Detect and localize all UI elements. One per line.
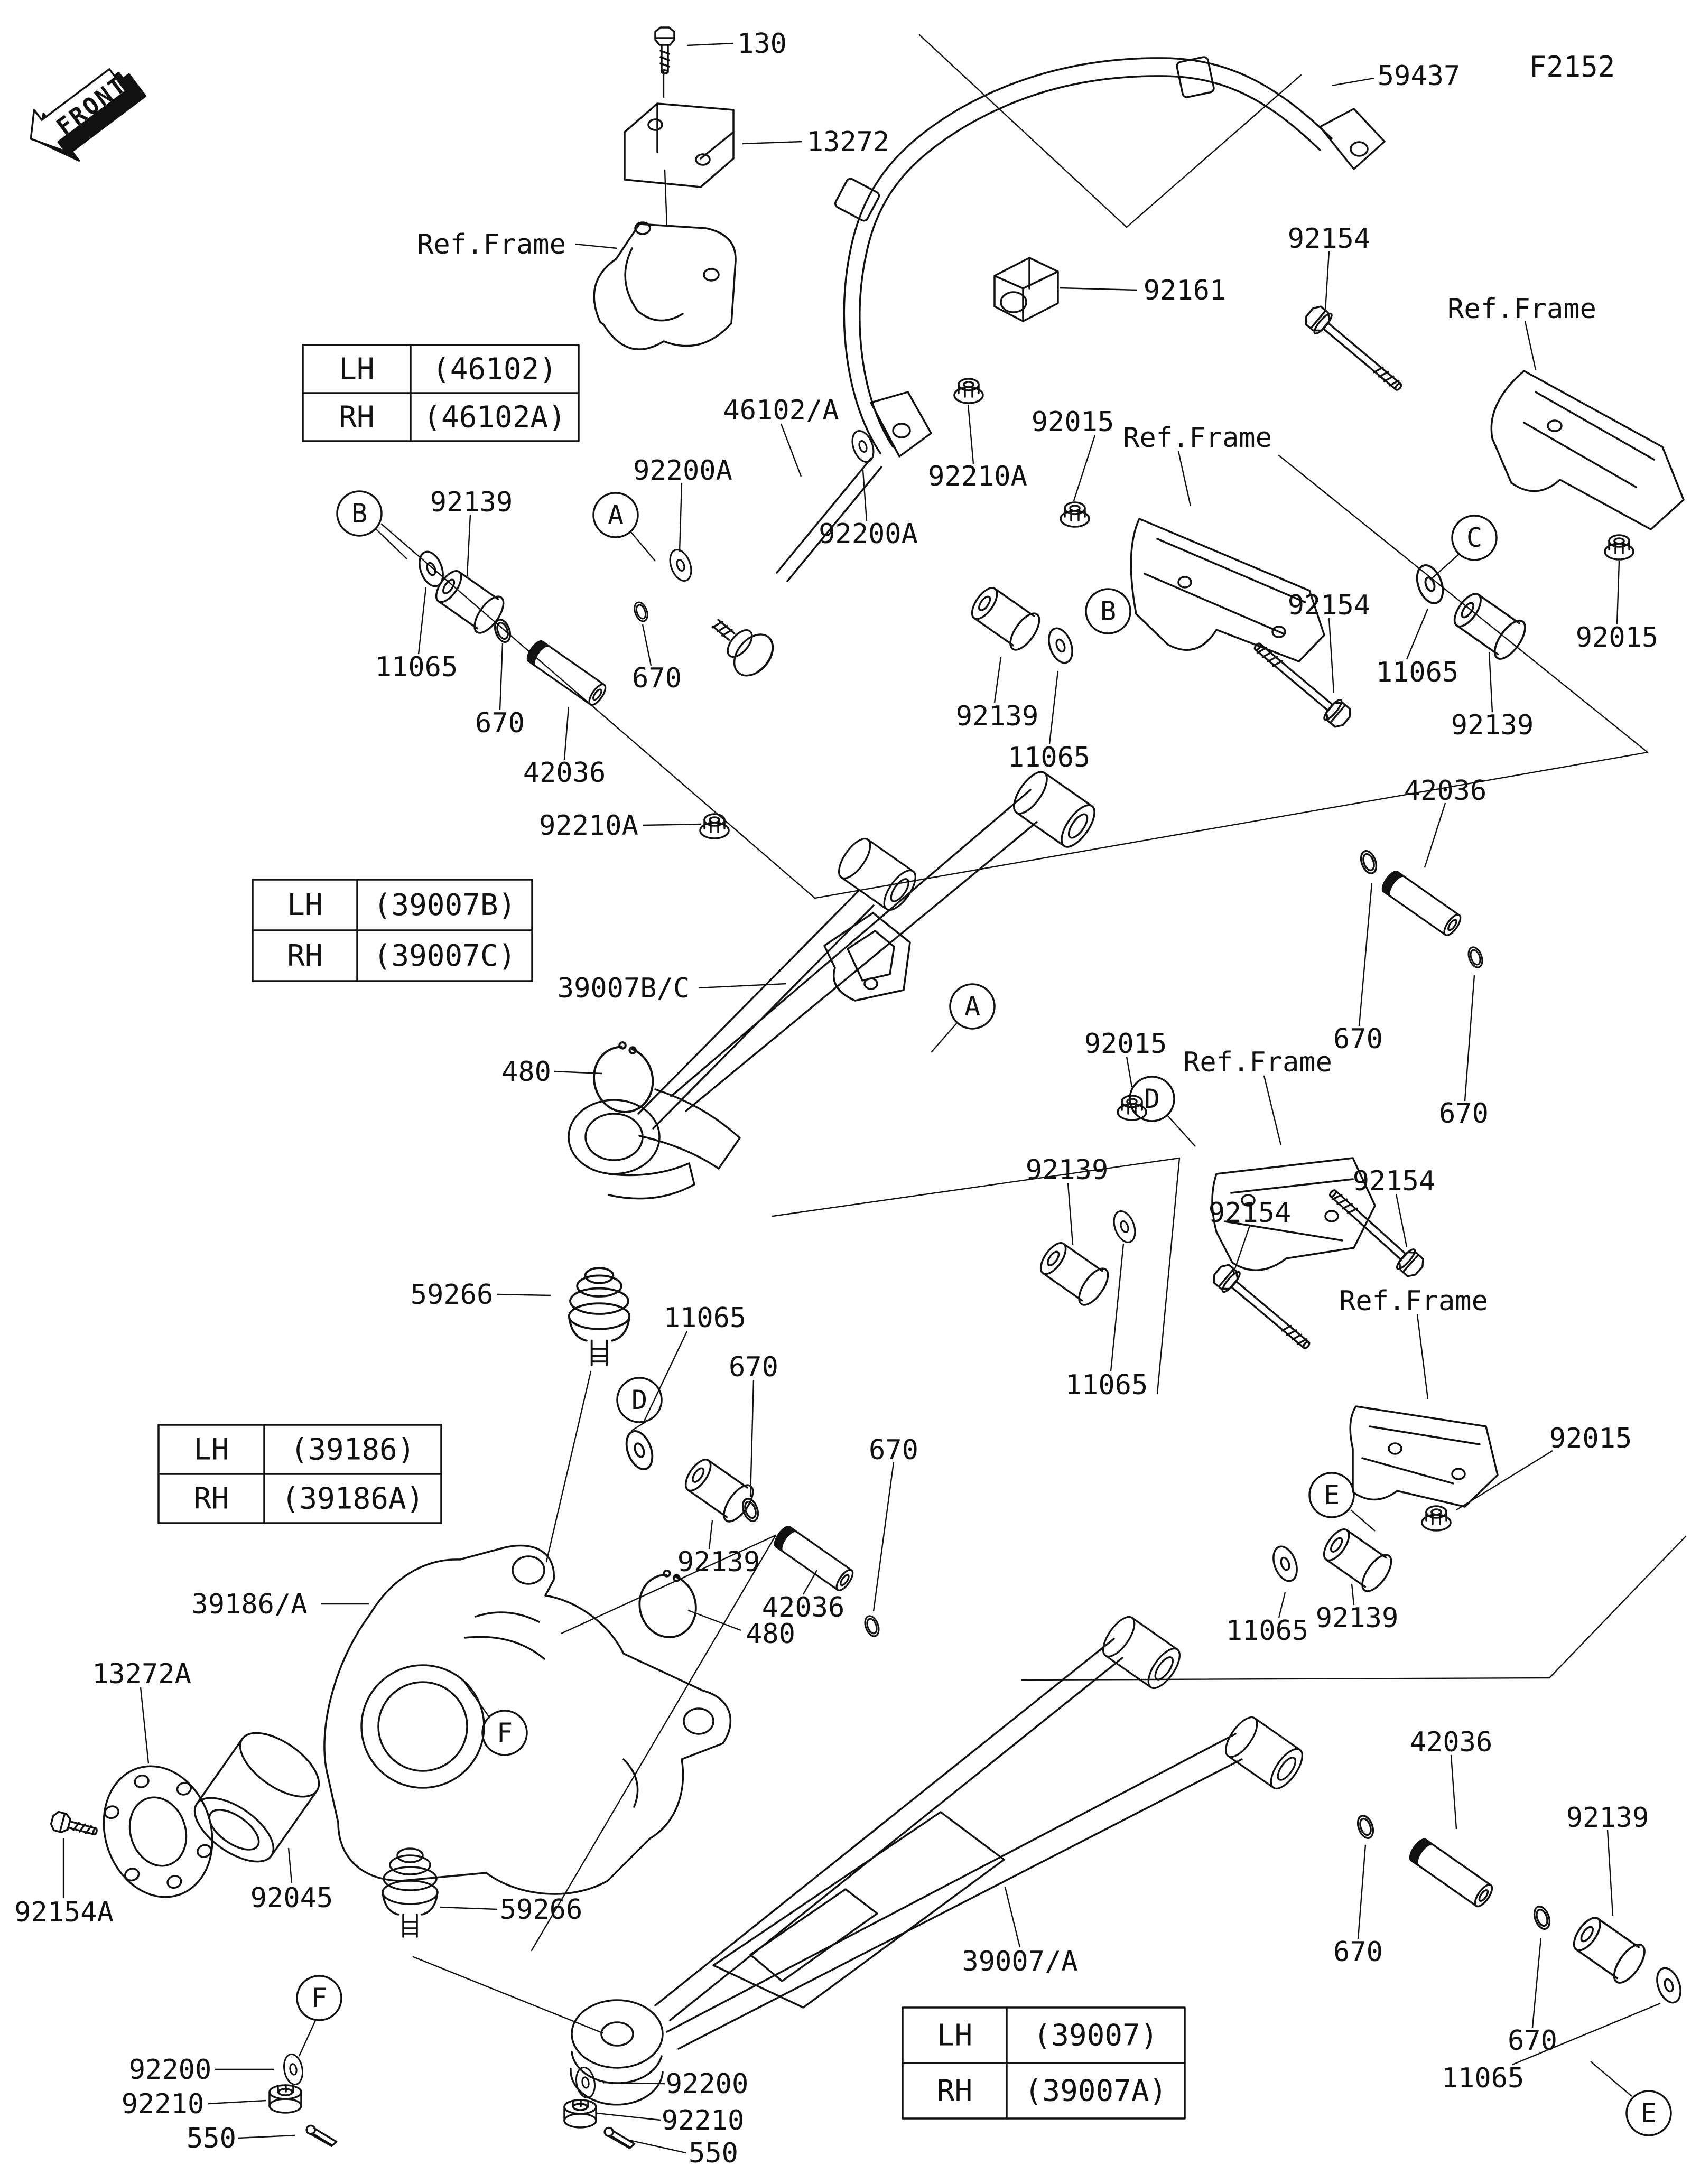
ref-circle-e	[1627, 2091, 1671, 2135]
nut-92210a-1	[954, 379, 983, 403]
leader-line	[1417, 1314, 1428, 1399]
part-label-92139: 92139	[1451, 710, 1534, 741]
leader-line	[376, 529, 407, 559]
leader-line	[699, 984, 786, 988]
leader-line	[643, 624, 651, 666]
table-part-number: (39186A)	[281, 1481, 424, 1516]
leader-line	[688, 1610, 741, 1630]
part-label-13272a: 13272A	[92, 1658, 191, 1690]
cotter-pin-550-1	[304, 2125, 339, 2147]
part-label-670: 670	[729, 1351, 778, 1383]
part-label-92154: 92154	[1352, 1165, 1436, 1197]
diagram-line-art	[18, 27, 1686, 2149]
part-label-92139: 92139	[677, 1546, 760, 1578]
part-label-92154: 92154	[1287, 223, 1371, 255]
frame-bracket-1	[594, 222, 736, 349]
bushing-92139-b2	[965, 581, 1045, 654]
part-label-refframe: Ref.Frame	[417, 229, 566, 260]
part-label-92210a: 92210A	[928, 461, 1027, 492]
washer-11065-e2	[1653, 1965, 1685, 2006]
table-39186	[159, 1425, 441, 1523]
ref-circle-b	[337, 491, 382, 536]
leader-line	[1359, 883, 1372, 1026]
part-label-480: 480	[746, 1618, 795, 1650]
leader-line	[687, 43, 733, 45]
leader-line	[631, 1416, 655, 1431]
leader-line	[141, 1687, 148, 1763]
part-label-92210: 92210	[121, 2088, 205, 2120]
part-label-92015: 92015	[1031, 406, 1114, 438]
washer-11065-b	[415, 548, 448, 590]
leader-line	[863, 470, 867, 521]
part-label-670: 670	[632, 662, 682, 694]
part-label-11065: 11065	[375, 651, 458, 683]
table-part-number: (39007A)	[1024, 2074, 1167, 2108]
washer-92200-1	[282, 2053, 305, 2086]
leader-line	[1167, 1115, 1195, 1146]
leader-line	[995, 657, 1001, 703]
ref-circle-letter: F	[311, 1983, 328, 2013]
hub-flange-13272a	[87, 1752, 229, 1911]
ref-circle-f	[297, 1976, 341, 2020]
leader-line	[1233, 1226, 1250, 1273]
part-label-refframe: Ref.Frame	[1123, 422, 1272, 454]
table-side-lh: LH	[339, 352, 375, 387]
leader-line	[1325, 251, 1329, 311]
ref-circle-letter: A	[964, 991, 981, 1022]
ball-joint-59266-2	[383, 1849, 438, 1937]
clamp-bracket-13272	[625, 104, 733, 187]
leader-line	[1430, 554, 1460, 580]
bolt-130	[655, 27, 674, 73]
leader-line	[1111, 1244, 1123, 1371]
stabilizer-link-46102	[701, 459, 881, 683]
part-label-39007a: 39007/A	[962, 1946, 1078, 1977]
figure-code: F2152	[1529, 50, 1615, 83]
nut-92015-c	[1605, 535, 1633, 559]
nut-92015-e	[1422, 1506, 1451, 1530]
part-label-550: 550	[689, 2138, 738, 2169]
part-label-480: 480	[501, 1056, 551, 1088]
part-label-92154: 92154	[1208, 1197, 1292, 1229]
table-46102	[303, 345, 579, 441]
leader-line	[1608, 1830, 1613, 1916]
table-part-number: (46102A)	[423, 400, 566, 435]
part-label-670: 670	[1333, 1023, 1383, 1055]
part-label-39186a: 39186/A	[191, 1589, 308, 1620]
leader-line	[208, 2101, 266, 2104]
leader-line	[1005, 1887, 1020, 1947]
leader-line	[968, 405, 973, 464]
washer-92200a-2	[849, 428, 878, 465]
part-label-92045: 92045	[250, 1882, 333, 1914]
part-number-labels	[14, 28, 1658, 2169]
ref-circle-letter: A	[607, 500, 624, 530]
part-label-92210: 92210	[661, 2105, 745, 2136]
part-label-670: 670	[869, 1434, 918, 1466]
frame-bracket-e	[1350, 1406, 1498, 1507]
leader-line	[1351, 1510, 1375, 1531]
part-label-92200a: 92200A	[633, 455, 732, 487]
frame-rail-c	[1491, 371, 1684, 529]
leader-line	[1407, 609, 1428, 659]
leader-line	[1451, 1755, 1456, 1829]
leader-line	[564, 707, 569, 760]
part-label-670: 670	[1439, 1098, 1489, 1130]
table-side-lh: LH	[193, 1432, 229, 1467]
knuckle-39186	[324, 1545, 730, 1894]
leader-line	[1456, 1451, 1553, 1510]
part-label-92139: 92139	[1566, 1802, 1649, 1834]
bolt-92154-e	[1210, 1261, 1316, 1356]
bolt-92154-d	[1323, 1182, 1427, 1280]
leader-line	[1049, 671, 1058, 744]
leader-line	[644, 1331, 687, 1422]
leader-line	[289, 1848, 292, 1883]
part-label-92200: 92200	[128, 2054, 212, 2086]
front-arrow-label: FRONT	[51, 70, 133, 141]
pin-42036-c	[1380, 869, 1463, 938]
oring-670-c1	[1358, 849, 1379, 875]
part-label-11065: 11065	[1376, 657, 1459, 688]
bearing-92045	[184, 1721, 329, 1874]
lh-rh-tables	[159, 345, 1185, 2118]
leader-line	[750, 1380, 754, 1497]
part-label-refframe: Ref.Frame	[1339, 1285, 1488, 1317]
leader-line	[931, 1022, 958, 1052]
part-label-670: 670	[1333, 1936, 1383, 1968]
part-label-92210a: 92210A	[539, 810, 638, 842]
ref-circle-letter: E	[1640, 2098, 1657, 2129]
leader-line	[1264, 1076, 1281, 1145]
leader-line	[1525, 321, 1536, 370]
bushing-92139-e	[1317, 1523, 1397, 1595]
table-part-number: (39186)	[290, 1432, 415, 1467]
part-label-11065: 11065	[663, 1302, 747, 1334]
washer-92200-2	[574, 2066, 597, 2099]
leader-line	[803, 1570, 817, 1594]
part-label-92200: 92200	[665, 2068, 749, 2100]
part-label-92161: 92161	[1143, 275, 1227, 306]
leader-line	[467, 515, 470, 576]
leader-line	[1068, 1183, 1073, 1245]
washer-11065-b2	[1045, 625, 1077, 666]
table-side-rh: RH	[936, 2074, 973, 2108]
oring-670-b2	[632, 601, 650, 623]
part-label-59266: 59266	[410, 1279, 494, 1311]
table-part-number: (46102)	[432, 352, 558, 387]
bushing-block-92161	[995, 258, 1058, 321]
bushing-92139-e2	[1567, 1911, 1650, 1987]
oring-670-d2	[862, 1614, 881, 1638]
stabilizer-bar-59437	[834, 57, 1385, 456]
front-arrow	[18, 51, 152, 176]
leader-line	[1127, 1057, 1132, 1087]
bolt-92154a	[50, 1810, 99, 1841]
leader-line	[419, 587, 426, 654]
leader-line	[1074, 435, 1095, 501]
leader-line	[1489, 652, 1492, 712]
leader-line	[680, 483, 682, 552]
table-side-rh: RH	[193, 1481, 229, 1516]
ref-circle-letter: E	[1323, 1480, 1340, 1510]
washer-11065-d	[622, 1427, 657, 1472]
table-part-number: (39007C)	[373, 939, 516, 973]
leader-line	[1425, 803, 1445, 867]
part-label-92200a: 92200A	[819, 518, 918, 550]
part-label-670: 670	[475, 707, 525, 739]
oring-670-e1	[1355, 1814, 1376, 1840]
castle-nut-92210-1	[270, 2085, 301, 2113]
ref-circle-a	[950, 984, 995, 1029]
leader-line	[597, 2113, 661, 2120]
leader-line	[500, 643, 503, 710]
ref-circle-letter: D	[631, 1385, 648, 1415]
table-39007	[903, 2008, 1185, 2118]
leader-bracket-13272	[664, 70, 667, 226]
part-label-11065: 11065	[1007, 742, 1091, 773]
part-label-39007bc: 39007B/C	[557, 973, 690, 1004]
leader-line	[742, 142, 802, 144]
snap-ring-480-1	[586, 1037, 660, 1119]
part-label-92015: 92015	[1549, 1423, 1632, 1454]
leader-line	[1591, 2061, 1632, 2096]
oring-670-c2	[1466, 945, 1485, 969]
leader-line	[1178, 451, 1191, 506]
part-label-11065: 11065	[1441, 2062, 1525, 2094]
leader-line	[1465, 975, 1474, 1101]
leader-line	[299, 2019, 316, 2056]
part-label-refframe: Ref.Frame	[1447, 293, 1596, 325]
part-label-670: 670	[1508, 2025, 1557, 2057]
washer-11065-d2	[1110, 1208, 1139, 1245]
part-label-42036: 42036	[761, 1592, 845, 1623]
part-label-92015: 92015	[1575, 622, 1659, 654]
part-label-92139: 92139	[430, 487, 513, 518]
ref-circle-c	[1452, 516, 1497, 560]
leader-line	[1279, 1592, 1285, 1618]
part-label-130: 130	[737, 28, 787, 60]
ref-circle-letter: B	[351, 498, 368, 529]
oring-670-e2	[1531, 1905, 1552, 1931]
part-label-refframe: Ref.Frame	[1183, 1047, 1332, 1078]
pin-42036-e	[1407, 1837, 1495, 1909]
washer-92200a-1	[666, 547, 695, 584]
leader-line	[465, 1683, 490, 1718]
table-part-number: (39007B)	[373, 888, 516, 922]
nut-92210a-2	[700, 814, 729, 838]
leader-line	[238, 2135, 295, 2138]
part-label-92139: 92139	[955, 701, 1039, 732]
ball-joint-59266-1	[569, 1268, 629, 1365]
leader-line	[1617, 561, 1619, 624]
table-side-rh: RH	[339, 400, 375, 435]
ref-circle-letter: D	[1144, 1084, 1160, 1114]
part-label-11065: 11065	[1225, 1615, 1309, 1647]
leader-line	[627, 2140, 686, 2153]
castle-nut-92210-2	[564, 2100, 596, 2127]
leader-line	[1532, 1938, 1541, 2028]
leader-line	[630, 531, 655, 561]
ref-circle-letter: F	[496, 1718, 513, 1748]
part-label-42036: 42036	[523, 757, 606, 789]
ref-circle-a	[593, 493, 638, 537]
table-side-lh: LH	[287, 888, 323, 922]
leader-line	[781, 424, 801, 477]
leader-line	[575, 244, 617, 248]
part-label-11065: 11065	[1065, 1369, 1148, 1401]
leader-line	[1332, 78, 1374, 86]
leader-line	[874, 1462, 894, 1611]
part-label-92154: 92154	[1287, 590, 1371, 621]
ref-circle-d	[1130, 1077, 1174, 1121]
table-side-rh: RH	[287, 939, 323, 973]
part-label-92154a: 92154A	[14, 1897, 114, 1928]
leader-line	[709, 1520, 712, 1549]
ref-circle-letter: C	[1466, 522, 1483, 553]
table-part-number: (39007)	[1033, 2018, 1158, 2053]
bolt-92154-c	[1302, 303, 1408, 398]
bushing-92139-d	[679, 1453, 758, 1526]
pin-42036-b	[525, 639, 608, 707]
part-label-42036: 42036	[1409, 1726, 1493, 1758]
leader-line	[1396, 1194, 1407, 1247]
part-label-550: 550	[187, 2123, 236, 2154]
ref-circle-b	[1086, 589, 1130, 633]
bolt-92154-b	[1248, 636, 1354, 731]
part-label-46102a: 46102/A	[723, 395, 839, 426]
pin-42036-d	[772, 1524, 856, 1593]
part-label-92139: 92139	[1315, 1602, 1399, 1634]
part-label-42036: 42036	[1404, 775, 1487, 807]
leader-line	[1060, 288, 1137, 290]
part-label-59437: 59437	[1377, 60, 1461, 92]
part-label-92015: 92015	[1084, 1028, 1167, 1060]
leader-line	[497, 1294, 551, 1295]
part-label-13272: 13272	[806, 126, 890, 158]
leader-line	[1352, 1584, 1354, 1605]
part-label-59266: 59266	[499, 1894, 583, 1926]
bushing-92139-d2	[1034, 1236, 1113, 1309]
leader-line	[440, 1907, 497, 1909]
nut-92015-1	[1061, 502, 1089, 527]
leader-line	[643, 824, 701, 825]
ref-circle-e	[1309, 1473, 1354, 1517]
washer-11065-e	[1269, 1543, 1302, 1584]
leader-line	[1358, 1845, 1365, 1939]
part-label-92139: 92139	[1025, 1154, 1109, 1186]
leader-ball1-knuckle	[546, 1371, 591, 1562]
table-side-lh: LH	[936, 2018, 973, 2053]
table-39007bc	[253, 880, 532, 981]
leader-line	[1329, 618, 1334, 693]
cotter-pin-550-2	[602, 2127, 637, 2149]
ref-circle-letter: B	[1100, 596, 1117, 627]
